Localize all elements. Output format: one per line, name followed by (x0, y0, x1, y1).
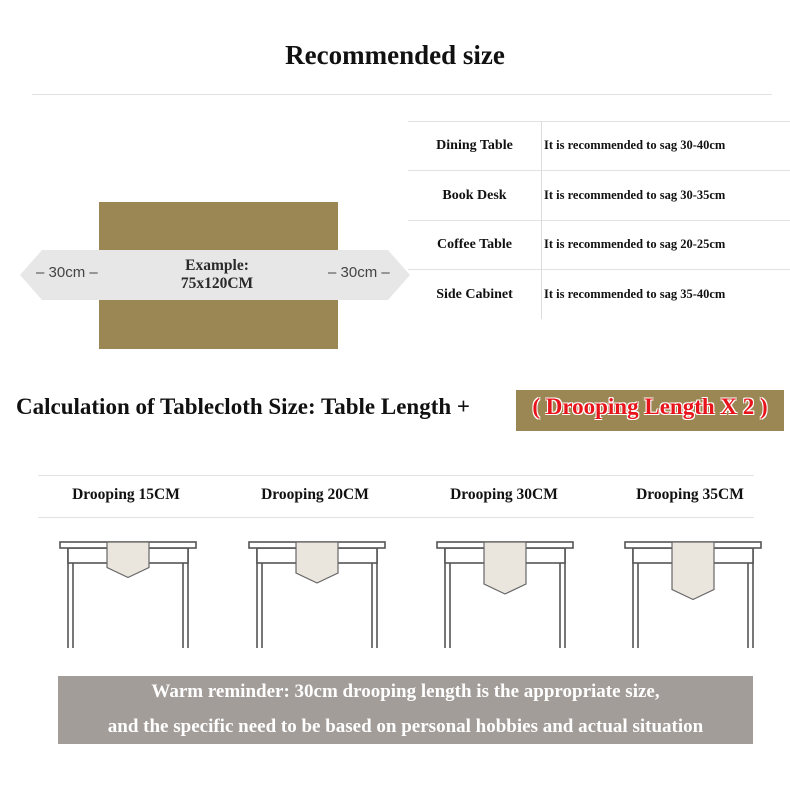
drooping-label: Drooping 30CM (450, 486, 558, 503)
sag-recommendation: It is recommended to sag 35-40cm (544, 287, 726, 301)
sag-recommendation: It is recommended to sag 20-25cm (544, 237, 726, 251)
example-label (150, 257, 284, 293)
furniture-name: Coffee Table (436, 237, 513, 252)
title-divider (32, 94, 772, 95)
table-drooping-illustration (247, 538, 387, 650)
size-row (408, 121, 790, 170)
page-title: Recommended size (285, 40, 505, 70)
example-label-line2: 75x120CM (180, 275, 254, 292)
calculation-formula: Calculation of Tablecloth Size: Table Length + (16, 394, 471, 419)
column-divider (541, 121, 542, 319)
table-runner (107, 542, 149, 578)
table-runner (296, 542, 338, 583)
size-row (408, 270, 790, 319)
table-drooping-illustration (623, 538, 763, 650)
drooping-divider-top (38, 475, 754, 476)
drooping-label: Drooping 35CM (636, 486, 744, 503)
table-drooping-illustration (435, 538, 575, 650)
table-runner (484, 542, 526, 594)
left-overhang-label: – 30cm – (36, 264, 98, 281)
table-runner (672, 542, 714, 600)
example-label-line1: Example: (185, 257, 249, 274)
size-row (408, 171, 790, 220)
sag-recommendation: It is recommended to sag 30-35cm (544, 188, 726, 202)
left-overhang-value: 30cm (48, 264, 86, 281)
drooping-divider-bottom (38, 517, 754, 518)
right-overhang-label: – 30cm – (328, 264, 390, 281)
right-overhang-value: 30cm (340, 264, 378, 281)
furniture-name: Dining Table (436, 138, 513, 153)
size-row (408, 220, 790, 269)
table-drooping-illustration (58, 538, 198, 650)
drooping-label: Drooping 15CM (72, 486, 180, 503)
drooping-label: Drooping 20CM (261, 486, 369, 503)
furniture-name: Side Cabinet (436, 287, 513, 302)
furniture-name: Book Desk (442, 188, 507, 203)
reminder-line2: and the specific need to be based on personal hobbies and actual situation (107, 716, 704, 737)
calculation-highlight-text: ( Drooping Length X 2 ) (532, 394, 768, 419)
reminder-line1: Warm reminder: 30cm drooping length is the appropriate size, (151, 681, 660, 702)
sag-recommendation: It is recommended to sag 30-40cm (544, 138, 726, 152)
